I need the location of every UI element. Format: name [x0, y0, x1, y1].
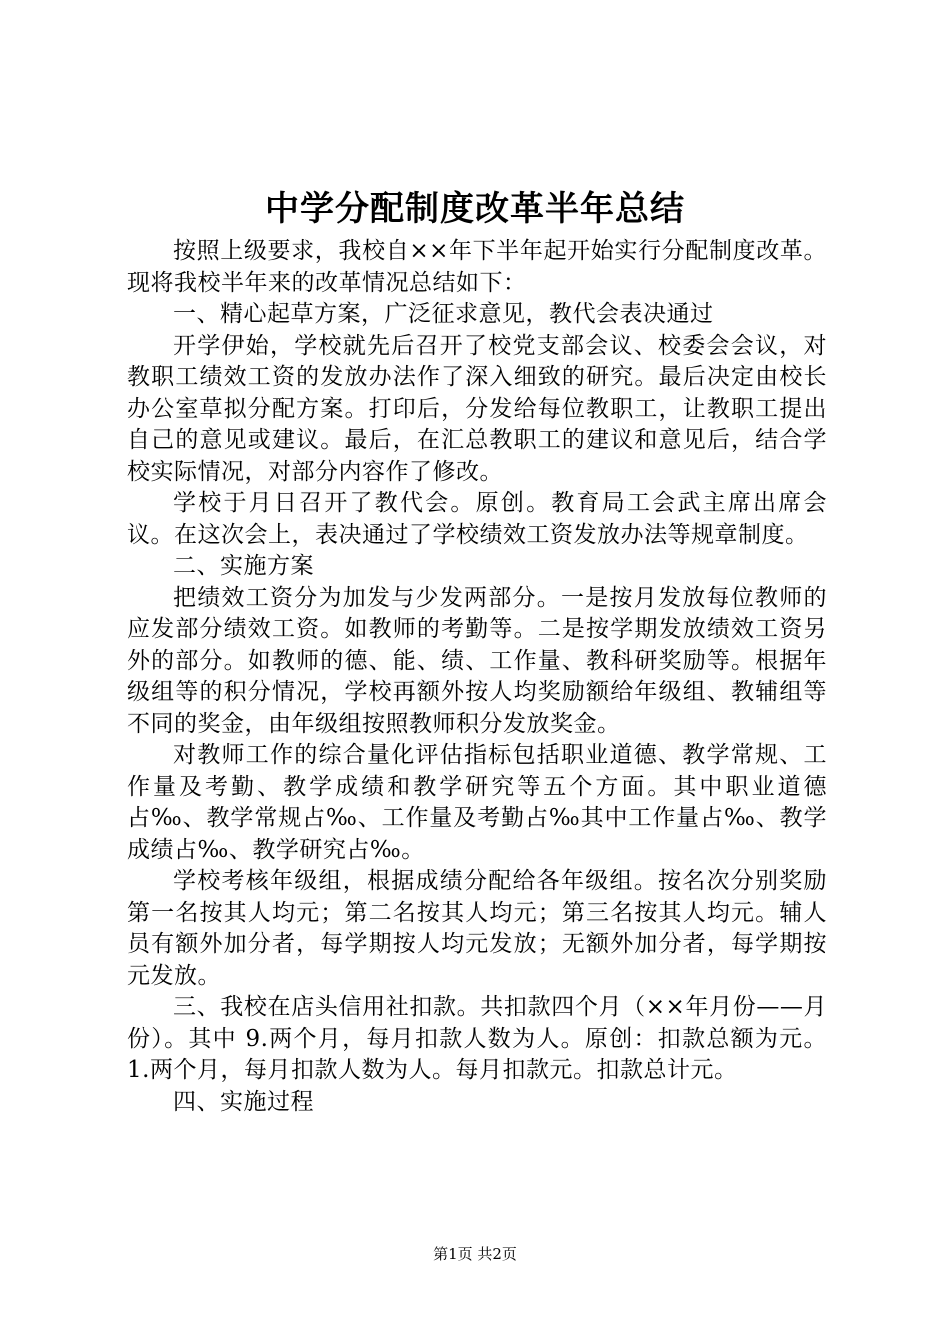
paragraph-performance-pay: 把绩效工资分为加发与少发两部分。一是按月发放每位教师的应发部分绩效工资。如教师的考勤等。二是按学期发放绩效工资另外的部分。如教师的德、能、绩、工作量、教科研奖励等。根据年级组等的积分情况，学校再额外按人均奖励额给年级组、教辅组等不同的奖金，由年级组按照教师积分发放奖金。	[127, 584, 827, 737]
paragraph-congress: 学校于月日召开了教代会。原创。教育局工会武主席出席会议。在这次会上，表决通过了学校绩效工资发放办法等规章制度。	[127, 490, 827, 548]
section-heading-1: 一、精心起草方案，广泛征求意见，教代会表决通过	[173, 301, 714, 327]
paragraph-evaluation-indicators: 对教师工作的综合量化评估指标包括职业道德、教学常规、工作量及考勤、教学成绩和教学研究等五个方面。其中职业道德占‰、教学常规占‰、工作量及考勤占‰其中工作量占‰、教学成绩占‰、教学研究占‰。	[127, 742, 827, 863]
section-heading-4: 四、实施过程	[173, 1088, 314, 1115]
paragraph-intro: 按照上级要求，我校自××年下半年起开始实行分配制度改革。现将我校半年来的改革情况总结如下：	[127, 238, 827, 296]
section-heading-2: 二、实施方案	[173, 553, 314, 579]
page-footer: 第1页 共2页	[433, 1245, 517, 1263]
document-title: 中学分配制度改革半年总结	[265, 189, 685, 229]
document-body	[127, 236, 827, 1118]
paragraph-deduction: 三、我校在店头信用社扣款。共扣款四个月（××年月份——月份）。其中 9.两个月，每月扣款人数为人。原创：扣款总额为元。 1.两个月，每月扣款人数为人。每月扣款元。扣款总计元。	[127, 994, 827, 1083]
paragraph-drafting: 开学伊始，学校就先后召开了校党支部会议、校委会会议，对教职工绩效工资的发放办法作了深入细致的研究。最后决定由校长办公室草拟分配方案。打印后，分发给每位教职工，让教职工提出自己的意见或建议。最后，在汇总教职工的建议和意见后，结合学校实际情况，对部分内容作了修改。	[127, 332, 827, 485]
paragraph-grade-assessment: 学校考核年级组，根据成绩分配给各年级组。按名次分别奖励第一名按其人均元；第二名按其人均元；第三名按其人均元。辅人员有额外加分者，每学期按人均元发放；无额外加分者，每学期按元发放。	[127, 868, 827, 989]
